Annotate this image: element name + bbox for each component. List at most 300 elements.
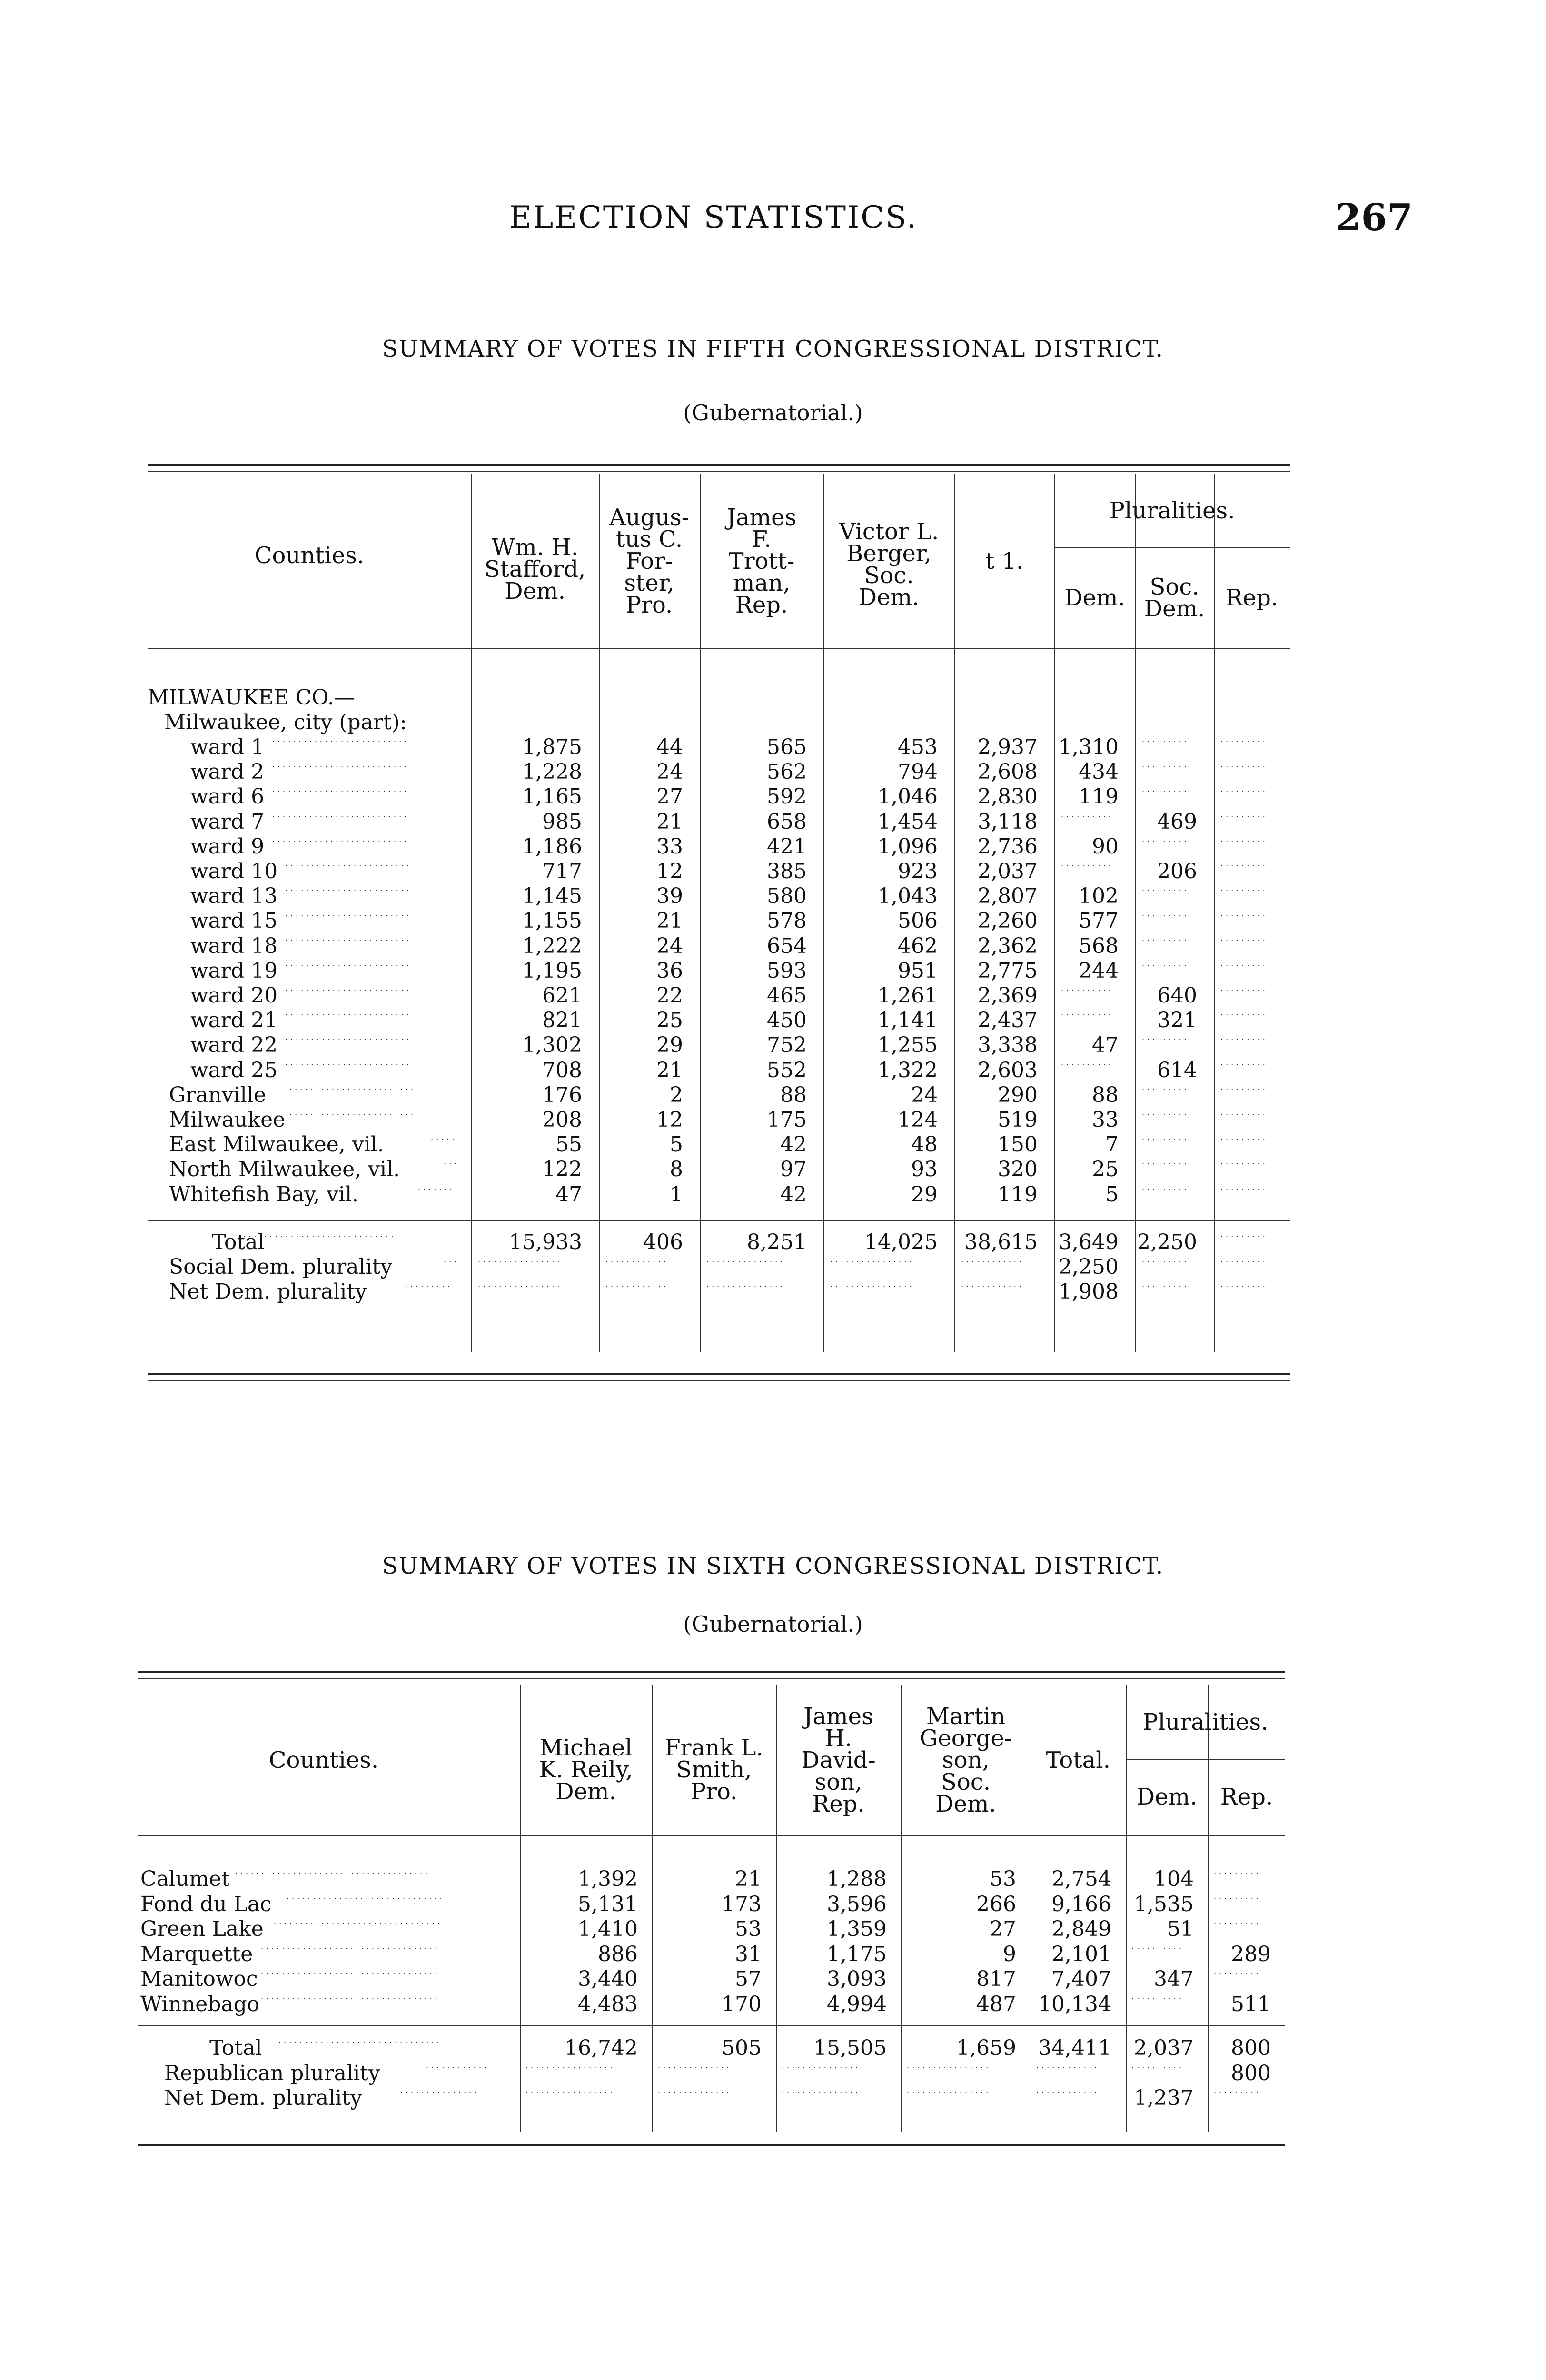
cell-value: 48 (911, 1132, 938, 1157)
county-label: ward 22 (190, 1033, 278, 1058)
cell-value: 88 (1092, 1082, 1119, 1107)
sixth-district-subtitle: (Gubernatorial.) (683, 1611, 863, 1637)
cell-value: 24 (656, 760, 683, 784)
page-header (143, 196, 1413, 243)
running-title: ELECTION STATISTICS. (509, 200, 918, 235)
leader-dots: ........................ (285, 884, 412, 893)
cell-value: 21 (735, 1867, 762, 1891)
empty-cell-dots: .......... (1131, 1992, 1184, 2001)
cell-value: 1 (670, 1182, 683, 1207)
fifth-plural-rule (1054, 547, 1290, 548)
cell-value: 102 (1079, 884, 1119, 909)
cell-value: 36 (656, 958, 683, 983)
empty-cell-dots: ......... (1220, 1008, 1268, 1018)
cell-value: 1,096 (878, 834, 938, 859)
header-total: Total. (1046, 1746, 1110, 1774)
empty-cell-dots: ......... (1220, 1108, 1268, 1117)
cell-value: 7 (1105, 1132, 1119, 1157)
empty-cell-dots: .......... (1061, 859, 1114, 868)
cell-value: 465 (767, 983, 807, 1008)
cell-value: 385 (767, 859, 807, 883)
cell-value: 2,037 (978, 859, 1038, 883)
cell-value: 1,141 (878, 1008, 938, 1033)
cell-value: 800 (1231, 2061, 1271, 2085)
leader-dots: .......................... (272, 735, 410, 744)
county-label: North Milwaukee, vil. (169, 1157, 400, 1182)
county-label: ward 2 (190, 760, 265, 784)
empty-cell-dots: ......... (1220, 834, 1268, 843)
county-label: ward 18 (190, 933, 278, 958)
cell-value: 1,175 (827, 1942, 887, 1966)
county-label: ward 15 (190, 909, 278, 933)
empty-cell-dots: ................ (830, 1279, 915, 1289)
cell-value: 22 (656, 983, 683, 1008)
leader-dots: ........................ (285, 859, 412, 868)
cell-value: 708 (542, 1058, 582, 1082)
cell-value: 2,608 (978, 760, 1038, 784)
empty-cell-dots: ............... (658, 2061, 737, 2070)
county-label: ward 1 (190, 735, 265, 759)
cell-value: 3,118 (978, 809, 1038, 834)
cell-value: 406 (643, 1230, 683, 1254)
cell-value: 12 (656, 859, 683, 883)
cell-value: 2,437 (978, 1008, 1038, 1033)
county-label: ward 21 (190, 1008, 278, 1033)
empty-cell-dots: ......... (1220, 859, 1268, 868)
cell-value: 462 (898, 933, 938, 958)
cell-value: 97 (780, 1157, 807, 1182)
cell-value: 27 (990, 1917, 1016, 1941)
cell-value: 580 (767, 884, 807, 909)
cell-value: 886 (598, 1942, 638, 1966)
empty-cell-dots: ......... (1220, 1279, 1268, 1289)
leader-dots: .......................... (272, 834, 410, 843)
cell-value: 1,392 (578, 1867, 638, 1891)
cell-value: 614 (1157, 1058, 1197, 1082)
cell-value: 1,454 (878, 809, 938, 834)
leader-dots: .................................. (261, 1967, 440, 1976)
empty-cell-dots: ............ (1036, 2086, 1100, 2095)
empty-cell-dots: ................ (830, 1255, 915, 1264)
county-label: Total (209, 2036, 262, 2060)
county-label: ward 10 (190, 859, 278, 883)
header-plurality-dem: Dem. (1136, 1784, 1198, 1810)
header-plurality-soc-dem: Soc. Dem. (1144, 574, 1205, 622)
empty-cell-dots: ................. (525, 2061, 615, 2070)
cell-value: 206 (1157, 859, 1197, 883)
leader-dots: .......................... (272, 784, 410, 794)
cell-value: 469 (1157, 809, 1197, 834)
fifth-top-rule (148, 464, 1290, 466)
cell-value: 1,165 (522, 784, 582, 809)
county-label: ward 13 (190, 884, 278, 909)
cell-value: 1,322 (878, 1058, 938, 1082)
cell-value: 47 (555, 1182, 582, 1207)
leader-dots: .............................. (238, 1230, 396, 1239)
fifth-header-bottom-rule (148, 648, 1290, 649)
cell-value: 21 (656, 809, 683, 834)
cell-value: 2,736 (978, 834, 1038, 859)
county-label: Net Dem. plurality (169, 1279, 367, 1304)
empty-cell-dots: ......... (1220, 884, 1268, 893)
cell-value: 717 (542, 859, 582, 883)
cell-value: 266 (976, 1892, 1016, 1916)
empty-cell-dots: ............ (961, 1255, 1025, 1264)
cell-value: 53 (735, 1917, 762, 1941)
cell-value: 800 (1231, 2036, 1271, 2060)
empty-cell-dots: ......... (1220, 1255, 1268, 1264)
county-label: ward 6 (190, 784, 265, 809)
cell-value: 24 (911, 1082, 938, 1107)
empty-cell-dots: ......... (1220, 760, 1268, 769)
sixth-total-rule (138, 2025, 1285, 2026)
header-pluralities: Pluralities. (1109, 497, 1235, 524)
empty-cell-dots: ............... (706, 1279, 786, 1289)
empty-cell-dots: ......... (1142, 1132, 1189, 1142)
empty-cell-dots: ......... (1220, 1157, 1268, 1167)
header-counties: Counties. (268, 1746, 379, 1774)
cell-value: 2,603 (978, 1058, 1038, 1082)
header-georgeson: Martin George- son, Soc. Dem. (920, 1703, 1012, 1817)
empty-cell-dots: ......... (1142, 1033, 1189, 1042)
empty-cell-dots: ......... (1220, 784, 1268, 794)
cell-value: 51 (1167, 1917, 1194, 1941)
header-pluralities: Pluralities. (1142, 1708, 1269, 1735)
leader-dots: ... (444, 1157, 460, 1167)
cell-value: 7,407 (1051, 1967, 1111, 1991)
cell-value: 289 (1231, 1942, 1271, 1966)
county-label: Republican plurality (164, 2061, 380, 2085)
cell-value: 1,288 (827, 1867, 887, 1891)
cell-value: 57 (735, 1967, 762, 1991)
cell-value: 654 (767, 933, 807, 958)
cell-value: 38,615 (964, 1230, 1038, 1254)
leader-dots: .............................. (287, 1892, 445, 1901)
leader-dots: ..................................... (235, 1867, 431, 1876)
county-label: Granville (169, 1082, 266, 1107)
cell-value: 450 (767, 1008, 807, 1033)
cell-value: 5 (1105, 1182, 1119, 1207)
cell-value: 321 (1157, 1008, 1197, 1033)
empty-cell-dots: ......... (1214, 1867, 1261, 1876)
empty-cell-dots: .......... (1061, 1008, 1114, 1018)
cell-value: 3,649 (1059, 1230, 1119, 1254)
empty-cell-dots: ......... (1220, 983, 1268, 992)
cell-value: 170 (722, 1992, 762, 2016)
cell-value: 44 (656, 735, 683, 759)
cell-value: 119 (1079, 784, 1119, 809)
cell-value: 21 (656, 1058, 683, 1082)
county-label: Milwaukee (169, 1108, 286, 1132)
empty-cell-dots: ......... (1142, 933, 1189, 943)
cell-value: 2,369 (978, 983, 1038, 1008)
empty-cell-dots: ......... (1214, 1892, 1261, 1901)
sixth-bottom-rule (138, 2144, 1285, 2146)
sixth-top-rule-2 (138, 1678, 1285, 1679)
cell-value: 42 (780, 1132, 807, 1157)
cell-value: 2,101 (1051, 1942, 1111, 1966)
fifth-district-title: SUMMARY OF VOTES IN FIFTH CONGRESSIONAL DISTRICT. (382, 336, 1164, 362)
cell-value: 24 (656, 933, 683, 958)
empty-cell-dots: ............... (658, 2086, 737, 2095)
cell-value: 29 (656, 1033, 683, 1058)
cell-value: 90 (1092, 834, 1119, 859)
fifth-district-subtitle: (Gubernatorial.) (683, 400, 863, 426)
cell-value: 985 (542, 809, 582, 834)
cell-value: 794 (898, 760, 938, 784)
cell-value: 1,359 (827, 1917, 887, 1941)
empty-cell-dots: ................ (478, 1255, 563, 1264)
leader-dots: ........................ (285, 958, 412, 968)
empty-cell-dots: ......... (1142, 760, 1189, 769)
cell-value: 1,255 (878, 1033, 938, 1058)
cell-value: 552 (767, 1058, 807, 1082)
cell-value: 173 (722, 1892, 762, 1916)
empty-cell-dots: ......... (1142, 784, 1189, 794)
empty-cell-dots: ......... (1220, 909, 1268, 918)
cell-value: 3,338 (978, 1033, 1038, 1058)
leader-dots: ... (444, 1255, 460, 1264)
cell-value: 150 (998, 1132, 1038, 1157)
empty-cell-dots: ................ (782, 2086, 866, 2095)
fifth-total-rule (148, 1220, 1290, 1221)
cell-value: 8,251 (747, 1230, 807, 1254)
cell-value: 3,596 (827, 1892, 887, 1916)
cell-value: 2,754 (1051, 1867, 1111, 1891)
leader-dots: ....... (418, 1182, 455, 1191)
cell-value: 29 (911, 1182, 938, 1207)
cell-value: 421 (767, 834, 807, 859)
cell-value: 53 (990, 1867, 1016, 1891)
leader-dots: ........................ (285, 933, 412, 943)
cell-value: 821 (542, 1008, 582, 1033)
empty-cell-dots: .......... (1061, 809, 1114, 819)
cell-value: 1,875 (522, 735, 582, 759)
empty-cell-dots: ......... (1220, 1230, 1268, 1239)
cell-value: 1,261 (878, 983, 938, 1008)
cell-value: 2,937 (978, 735, 1038, 759)
leader-dots: ........................ (285, 983, 412, 992)
cell-value: 923 (898, 859, 938, 883)
county-label: ward 25 (190, 1058, 278, 1082)
empty-cell-dots: ................ (907, 2061, 991, 2070)
county-label: Fond du Lac (140, 1892, 272, 1916)
empty-cell-dots: ......... (1142, 1255, 1189, 1264)
leader-dots: ........................ (289, 1082, 416, 1092)
cell-value: 2 (670, 1082, 683, 1107)
cell-value: 511 (1231, 1992, 1271, 2016)
header-counties: Counties. (254, 542, 365, 569)
cell-value: 175 (767, 1108, 807, 1132)
empty-cell-dots: ................ (782, 2061, 866, 2070)
cell-value: 34,411 (1038, 2036, 1111, 2060)
header-plurality-dem: Dem. (1064, 585, 1125, 611)
empty-cell-dots: ............ (605, 1279, 669, 1289)
sixth-top-rule (138, 1671, 1285, 1673)
cell-value: 1,659 (956, 2036, 1016, 2060)
cell-value: 320 (998, 1157, 1038, 1182)
cell-value: 640 (1157, 983, 1197, 1008)
cell-value: 1,043 (878, 884, 938, 909)
cell-value: 1,410 (578, 1917, 638, 1941)
empty-cell-dots: ......... (1142, 1108, 1189, 1117)
empty-cell-dots: ................ (478, 1279, 563, 1289)
cell-value: 1,145 (522, 884, 582, 909)
cell-value: 122 (542, 1157, 582, 1182)
empty-cell-dots: ......... (1220, 809, 1268, 819)
header-berger: Victor L. Berger, Soc. Dem. (839, 518, 939, 611)
empty-cell-dots: ......... (1214, 1917, 1261, 1926)
cell-value: 2,362 (978, 933, 1038, 958)
empty-cell-dots: .......... (1061, 983, 1114, 992)
empty-cell-dots: ............ (1036, 2061, 1100, 2070)
cell-value: 9 (1003, 1942, 1016, 1966)
cell-value: 21 (656, 909, 683, 933)
header-total: t 1. (985, 547, 1024, 575)
empty-cell-dots: .......... (1131, 2061, 1184, 2070)
empty-cell-dots: ......... (1214, 1967, 1261, 1976)
cell-value: 1,310 (1059, 735, 1119, 759)
cell-value: 487 (976, 1992, 1016, 2016)
empty-cell-dots: ......... (1220, 958, 1268, 968)
cell-value: 752 (767, 1033, 807, 1058)
cell-value: 15,933 (509, 1230, 582, 1254)
county-label: Winnebago (140, 1992, 260, 2016)
cell-value: 2,260 (978, 909, 1038, 933)
leader-dots: ........................ (289, 1108, 416, 1117)
cell-value: 47 (1092, 1033, 1119, 1058)
cell-value: 1,237 (1134, 2086, 1194, 2110)
empty-cell-dots: ......... (1142, 1082, 1189, 1092)
cell-value: 39 (656, 884, 683, 909)
cell-value: 2,250 (1137, 1230, 1197, 1254)
empty-cell-dots: .......... (1061, 1058, 1114, 1067)
empty-cell-dots: ......... (1142, 1182, 1189, 1191)
empty-cell-dots: ............ (605, 1255, 669, 1264)
cell-value: 621 (542, 983, 582, 1008)
empty-cell-dots: ............ (961, 1279, 1025, 1289)
cell-value: 14,025 (864, 1230, 938, 1254)
header-reily: Michael K. Reily, Dem. (539, 1734, 633, 1805)
header-davidson: James H. David- son, Rep. (801, 1703, 876, 1817)
cell-value: 1,302 (522, 1033, 582, 1058)
leader-dots: .................................. (261, 1992, 440, 2001)
cell-value: 244 (1079, 958, 1119, 983)
cell-value: 1,908 (1059, 1279, 1119, 1304)
cell-value: 33 (656, 834, 683, 859)
cell-value: 290 (998, 1082, 1038, 1107)
leader-dots: ................................ (274, 1917, 443, 1926)
fifth-top-rule-2 (148, 471, 1290, 472)
header-plurality-rep: Rep. (1220, 1784, 1273, 1810)
cell-value: 1,228 (522, 760, 582, 784)
cell-value: 951 (898, 958, 938, 983)
cell-value: 2,250 (1059, 1255, 1119, 1279)
fifth-bottom-rule (148, 1373, 1290, 1375)
cell-value: 578 (767, 909, 807, 933)
cell-value: 506 (898, 909, 938, 933)
county-label: Total (212, 1230, 265, 1254)
cell-value: 88 (780, 1082, 807, 1107)
header-stafford: Wm. H. Stafford, Dem. (484, 534, 586, 605)
empty-cell-dots: ......... (1220, 1132, 1268, 1142)
cell-value: 2,807 (978, 884, 1038, 909)
empty-cell-dots: ......... (1142, 834, 1189, 843)
empty-cell-dots: ......... (1220, 1033, 1268, 1042)
cell-value: 4,994 (827, 1992, 887, 2016)
cell-value: 5,131 (578, 1892, 638, 1916)
cell-value: 8 (670, 1157, 683, 1182)
empty-cell-dots: ......... (1214, 2086, 1261, 2095)
county-label: Manitowoc (140, 1967, 258, 1991)
cell-value: 5 (670, 1132, 683, 1157)
cell-value: 104 (1154, 1867, 1194, 1891)
cell-value: 176 (542, 1082, 582, 1107)
leader-dots: .......................... (272, 809, 410, 819)
cell-value: 15,505 (813, 2036, 887, 2060)
fifth-bottom-rule-2 (148, 1380, 1290, 1381)
cell-value: 817 (976, 1967, 1016, 1991)
county-label: East Milwaukee, vil. (169, 1132, 384, 1157)
leader-dots: ........................ (285, 1008, 412, 1018)
leader-dots: ............................... (278, 2036, 442, 2045)
cell-value: 1,046 (878, 784, 938, 809)
empty-cell-dots: ................. (525, 2086, 615, 2095)
page-number: 267 (1335, 196, 1413, 239)
cell-value: 453 (898, 735, 938, 759)
cell-value: 593 (767, 958, 807, 983)
empty-cell-dots: ......... (1142, 1157, 1189, 1167)
cell-value: 568 (1079, 933, 1119, 958)
cell-value: 1,222 (522, 933, 582, 958)
county-label: ward 9 (190, 834, 265, 859)
cell-value: 519 (998, 1108, 1038, 1132)
county-label: ward 7 (190, 809, 265, 834)
cell-value: 25 (1092, 1157, 1119, 1182)
county-label: Calumet (140, 1867, 230, 1891)
header-plurality-rep: Rep. (1225, 585, 1278, 611)
cell-value: 2,830 (978, 784, 1038, 809)
cell-value: 1,186 (522, 834, 582, 859)
county-label: ward 20 (190, 983, 278, 1008)
cell-value: 2,849 (1051, 1917, 1111, 1941)
cell-value: 562 (767, 760, 807, 784)
cell-value: 16,742 (565, 2036, 638, 2060)
leader-dots: .......................... (272, 760, 410, 769)
cell-value: 592 (767, 784, 807, 809)
empty-cell-dots: ......... (1220, 1058, 1268, 1067)
leader-dots: ........................ (285, 909, 412, 918)
cell-value: 124 (898, 1108, 938, 1132)
cell-value: 31 (735, 1942, 762, 1966)
sixth-district-title: SUMMARY OF VOTES IN SIXTH CONGRESSIONAL DISTRICT. (382, 1553, 1164, 1579)
cell-value: 3,093 (827, 1967, 887, 1991)
cell-value: 1,195 (522, 958, 582, 983)
leader-dots: ......... (405, 1279, 453, 1289)
cell-value: 25 (656, 1008, 683, 1033)
cell-value: 93 (911, 1157, 938, 1182)
cell-value: 658 (767, 809, 807, 834)
cell-value: 1,535 (1134, 1892, 1194, 1916)
county-label: Net Dem. plurality (164, 2086, 362, 2110)
empty-cell-dots: ......... (1142, 1279, 1189, 1289)
county-label: Green Lake (140, 1917, 264, 1941)
empty-cell-dots: .......... (1131, 1942, 1184, 1951)
sixth-header-bottom-rule (138, 1835, 1285, 1836)
cell-value: 505 (722, 2036, 762, 2060)
leader-dots: ............... (400, 2086, 480, 2095)
cell-value: 565 (767, 735, 807, 759)
